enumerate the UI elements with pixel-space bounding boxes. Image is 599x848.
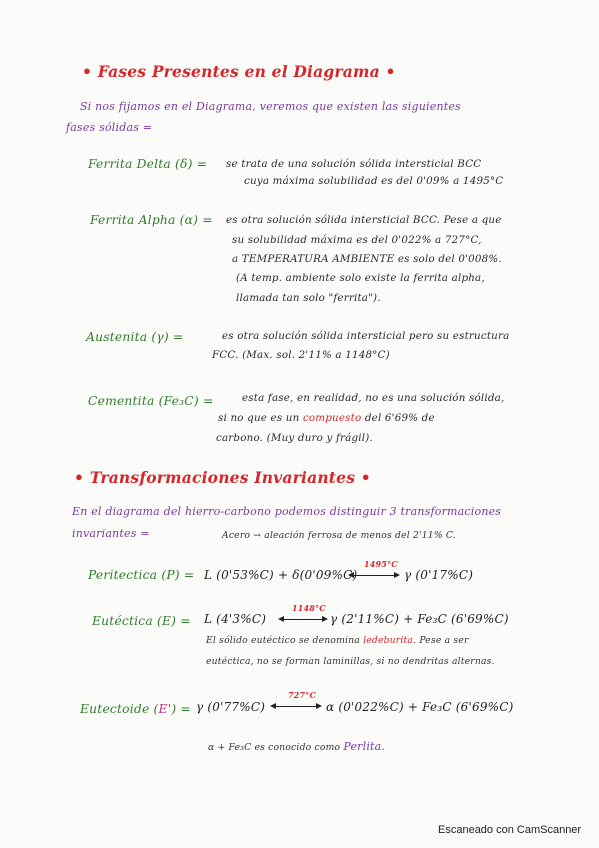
- eutectica-temp: 1148°C: [292, 603, 326, 613]
- section-title-text: Fases Presentes en el Diagrama: [97, 62, 380, 81]
- section-title-transformaciones: • Transformaciones Invariantes •: [74, 468, 371, 487]
- peritectica-temp: 1495°C: [364, 559, 398, 569]
- section-title-fases: [82, 62, 396, 81]
- cementita-desc-2: si no que es un compuesto del 6'69% de: [218, 412, 435, 424]
- equilibrium-arrow: [350, 575, 398, 576]
- intro-line-2: fases sólidas =: [66, 121, 153, 134]
- ledeburita-highlight: ledeburita: [363, 635, 414, 646]
- alpha-desc-5: llamada tan solo "ferrita").: [236, 292, 381, 304]
- term-cementita: Cementita (Fe₃C) =: [88, 394, 214, 408]
- equilibrium-arrow: [280, 619, 326, 620]
- section-title-text: Transformaciones Invariantes: [89, 468, 356, 487]
- eutectica-note-1: El sólido eutéctico se denomina ledeburita. Pese a ser: [206, 635, 469, 646]
- eutectoide-left: γ (0'77%C): [196, 700, 266, 714]
- cementita-desc-1: esta fase, en realidad, no es una solución sólida,: [242, 392, 505, 404]
- cementita-desc-3: carbono. (Muy duro y frágil).: [216, 432, 373, 444]
- intro-line-1: Si nos fijamos en el Diagrama, veremos que existen las siguientes: [80, 100, 461, 113]
- delta-desc-1: se trata de una solución sólida intersticial BCC: [226, 158, 482, 170]
- scanner-watermark: Escaneado con CamScanner: [438, 824, 582, 836]
- austenita-desc-1: es otra solución sólida intersticial pero su estructura: [222, 330, 510, 342]
- eutectoide-right: α (0'022%C) + Fe₃C (6'69%C): [326, 700, 514, 714]
- compuesto-highlight: compuesto: [302, 412, 362, 424]
- peritectica-left: L (0'53%C) + δ(0'09%C): [204, 568, 358, 582]
- alpha-desc-1: es otra solución sólida intersticial BCC. Pese a que: [226, 214, 502, 226]
- alpha-desc-4: (A temp. ambiente solo existe la ferrita alpha,: [236, 272, 485, 284]
- delta-desc-2: cuya máxima solubilidad es del 0'09% a 1495°C: [244, 175, 504, 187]
- eutectica-note-2: eutéctica, no se forman laminillas, si no dendritas alternas.: [206, 656, 495, 667]
- section2-intro-1: En el diagrama del hierro-carbono podemos distinguir 3 transformaciones: [72, 505, 502, 518]
- term-peritectica: Peritectica (P) =: [88, 568, 195, 582]
- term-ferrita-alpha: Ferrita Alpha (α) =: [90, 213, 213, 227]
- term-austenita: Austenita (γ) =: [86, 330, 184, 344]
- equilibrium-arrow: [272, 706, 320, 707]
- term-eutectoide: Eutectoide (E') =: [80, 702, 191, 716]
- eutectica-left: L (4'3%C): [204, 612, 267, 626]
- section2-intro-2: invariantes =: [72, 527, 150, 540]
- term-ferrita-delta: Ferrita Delta (δ) =: [88, 157, 208, 171]
- bullet: •: [82, 62, 93, 81]
- alpha-desc-3: a TEMPERATURA AMBIENTE es solo del 0'008%.: [232, 253, 502, 265]
- eutectoide-temp: 727°C: [288, 690, 317, 700]
- alpha-desc-2: su solubilidad máxima es del 0'022% a 727°C,: [232, 234, 482, 246]
- bullet: •: [385, 62, 396, 81]
- term-eutectica: Eutéctica (E) =: [92, 614, 191, 628]
- austenita-desc-2: FCC. (Max. sol. 2'11% a 1148°C): [212, 349, 390, 361]
- eutectoide-note: α + Fe₃C es conocido como Perlita.: [208, 740, 386, 753]
- peritectica-right: γ (0'17%C): [404, 568, 474, 582]
- perlita-highlight: Perlita.: [343, 740, 386, 753]
- section2-note: Acero → aleación ferrosa de menos del 2'11% C.: [222, 530, 456, 541]
- eutectica-right: γ (2'11%C) + Fe₃C (6'69%C): [330, 612, 509, 626]
